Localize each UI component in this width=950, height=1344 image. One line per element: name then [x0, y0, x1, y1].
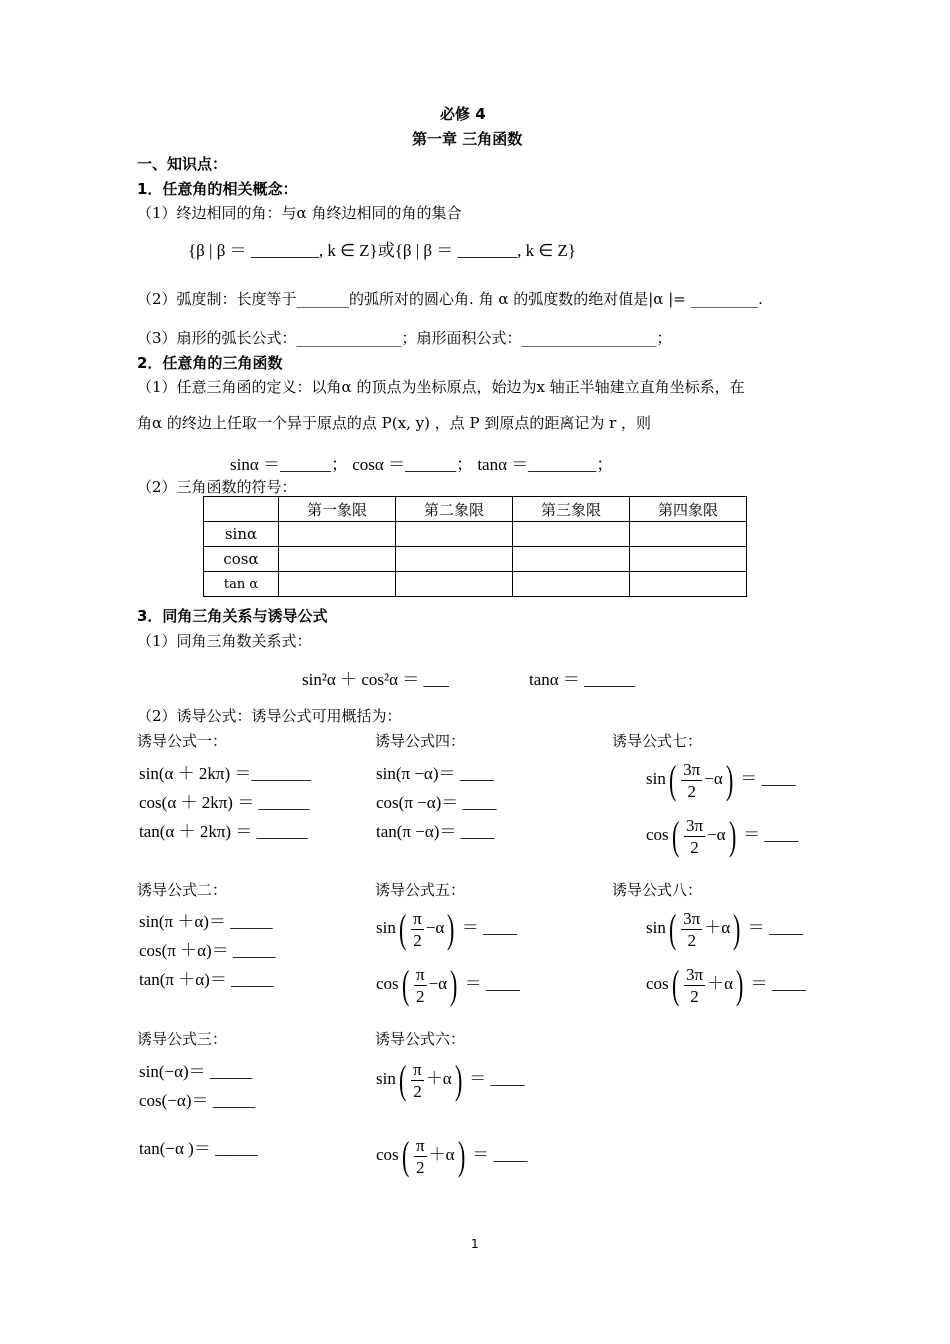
table-header-row	[204, 497, 747, 522]
g5-cos-blank: ＝ ____	[464, 973, 520, 993]
g7-sin-blank: ＝ ____	[740, 768, 796, 788]
table-cell	[513, 522, 630, 547]
table-row	[204, 522, 747, 547]
g8-sin-num: 3π	[683, 908, 701, 928]
g4-sin: sin(π −α)＝ ____	[376, 764, 494, 783]
g5-cos: cos	[376, 973, 399, 993]
s1-item1: （1）终边相同的角：与α 角终边相同的角的集合	[137, 204, 462, 222]
group7-title: 诱导公式七：	[612, 732, 703, 750]
g7-cos-blank: ＝ ____	[743, 824, 799, 844]
g6-cos-num: π	[416, 1135, 425, 1155]
table-cell	[396, 547, 513, 572]
s3-heading: 3．同角三角关系与诱导公式	[137, 607, 328, 625]
g5-cos-den: 2	[416, 986, 425, 1006]
g8-cos-den: 2	[690, 986, 699, 1006]
table-cell	[513, 547, 630, 572]
g4-cos: cos(π −α)＝ ____	[376, 793, 497, 812]
chapter-title: 第一章 三角函数	[412, 130, 523, 148]
g6-cos-den: 2	[416, 1157, 425, 1177]
table-cell	[279, 547, 396, 572]
g5-cos-formula: cos( $\frac{\pi}{2}$ −α) ＝ ____	[376, 962, 520, 1007]
g1-tan: tan(α ＋ 2kπ) ＝ ______	[139, 822, 308, 841]
group3-title: 诱导公式三：	[137, 1030, 228, 1048]
g5-cos-op: −α	[428, 973, 448, 993]
g6-cos: cos	[376, 1144, 399, 1164]
g8-sin-op: ＋α	[704, 917, 731, 937]
g6-sin-formula: sin( $\frac{\pi}{2}$ ＋α) ＝ ____	[376, 1057, 525, 1102]
group5-title: 诱导公式五：	[375, 881, 466, 899]
table-cell	[279, 572, 396, 597]
g8-sin: sin	[646, 917, 666, 937]
table-cell	[630, 572, 747, 597]
table-cell	[630, 547, 747, 572]
g6-cos-blank: ＝ ____	[472, 1144, 528, 1164]
s2-item1-line2: 角α 的终边上任取一个异于原点的点 P(x, y) ，点 P 到原点的距离记为 r ，则	[137, 414, 652, 432]
g5-sin-formula: sin( $\frac{\pi}{2}$ −α) ＝ ____	[376, 906, 518, 951]
row-label-sin: sinα	[204, 522, 279, 547]
identity-pythagorean: sin²α ＋ cos²α ＝ ___	[302, 670, 450, 689]
s2-heading: 2．任意角的三角函数	[137, 354, 283, 372]
table-cell	[513, 572, 630, 597]
g2-cos: cos(π ＋α)＝ _____	[139, 941, 276, 960]
g1-sin: sin(α ＋ 2kπ) ＝_______	[139, 764, 311, 783]
set-formula: {β | β ＝ ________, k ∈ Z}或{β | β ＝ _______, k ∈ Z}	[188, 241, 576, 260]
table-header-cell: 第二象限	[396, 497, 513, 522]
table-header-cell: 第一象限	[279, 497, 396, 522]
g3-cos: cos(−α)＝ _____	[139, 1091, 256, 1110]
g7-cos-op: −α	[707, 824, 726, 844]
g3-sin: sin(−α)＝ _____	[139, 1062, 253, 1081]
g5-sin-den: 2	[413, 930, 422, 950]
g8-cos-num: 3π	[686, 964, 704, 984]
s1-item3: （3）扇形的弧长公式：______________；扇形面积公式：__________________；	[137, 329, 672, 347]
table-cell	[396, 522, 513, 547]
g6-sin-num: π	[413, 1059, 422, 1079]
g5-sin: sin	[376, 917, 396, 937]
g7-sin-op: −α	[704, 768, 723, 788]
group4-title: 诱导公式四：	[375, 732, 466, 750]
g5-sin-op: −α	[425, 917, 445, 937]
s3-item1: （1）同角三角数关系式：	[137, 632, 312, 650]
g8-cos-op: ＋α	[707, 973, 734, 993]
g7-sin-num: 3π	[683, 759, 701, 779]
g8-sin-den: 2	[687, 930, 696, 950]
trig-definitions: sinα ＝______； cosα ＝______； tanα ＝________；	[230, 455, 614, 474]
group2-title: 诱导公式二：	[137, 881, 228, 899]
table-row	[204, 547, 747, 572]
g2-sin: sin(π ＋α)＝ _____	[139, 912, 273, 931]
table-header-cell: 第四象限	[630, 497, 747, 522]
table-header-cell: 第三象限	[513, 497, 630, 522]
g7-sin-den: 2	[687, 781, 696, 801]
g7-cos-den: 2	[690, 837, 699, 857]
g8-cos-blank: ＝ ____	[750, 973, 806, 993]
g6-cos-op: ＋α	[428, 1144, 455, 1164]
g6-cos-formula: cos( $\frac{\pi}{2}$ ＋α) ＝ ____	[376, 1133, 528, 1178]
row-label-cos: cosα	[204, 547, 279, 572]
g8-sin-formula: sin( $\frac{3\pi}{2}$ ＋α) ＝ ____	[646, 906, 804, 951]
g5-sin-blank: ＝ ____	[461, 917, 518, 937]
g8-cos: cos	[646, 973, 669, 993]
g7-cos-formula: cos( $\frac{3\pi}{2}$ −α) ＝ ____	[646, 813, 799, 858]
doc-title: 必修 4	[440, 105, 486, 123]
table-row	[204, 572, 747, 597]
row-label-tan: tan α	[204, 572, 279, 597]
g7-cos-num: 3π	[686, 815, 704, 835]
g6-sin-den: 2	[413, 1081, 422, 1101]
identity-tan: tanα ＝ ______	[529, 670, 636, 689]
s1-item2: （2）弧度制：长度等于_______的弧所对的圆心角. 角 α 的弧度数的绝对值是|α |= _________.	[137, 290, 763, 308]
g6-sin-blank: ＝ ____	[469, 1068, 525, 1088]
g2-tan: tan(π ＋α)＝ _____	[139, 970, 274, 989]
s3-item2: （2）诱导公式：诱导公式可用概括为：	[137, 707, 402, 725]
table-header-cell	[204, 497, 279, 522]
g7-sin-formula: sin( $\frac{3\pi}{2}$ −α) ＝ ____	[646, 757, 796, 802]
table-cell	[279, 522, 396, 547]
g3-tan: tan(−α )＝ _____	[139, 1139, 258, 1158]
s2-item2: （2）三角函数的符号：	[137, 478, 297, 496]
group6-title: 诱导公式六：	[375, 1030, 466, 1048]
table-cell	[630, 522, 747, 547]
group8-title: 诱导公式八：	[612, 881, 703, 899]
sign-table	[203, 496, 747, 597]
table-cell	[396, 572, 513, 597]
g6-sin-op: ＋α	[425, 1068, 452, 1088]
section-knowledge: 一、知识点：	[137, 155, 228, 173]
group1-title: 诱导公式一：	[137, 732, 228, 750]
g4-tan: tan(π −α)＝ ____	[376, 822, 495, 841]
g8-cos-formula: cos( $\frac{3\pi}{2}$ ＋α) ＝ ____	[646, 962, 806, 1007]
g7-sin: sin	[646, 768, 666, 788]
g6-sin: sin	[376, 1068, 396, 1088]
g7-cos: cos	[646, 824, 669, 844]
s1-heading: 1．任意角的相关概念：	[137, 180, 298, 198]
s2-item1-line1: （1）任意三角函的定义：以角α 的顶点为坐标原点，始边为x 轴正半轴建立直角坐标系，在	[137, 378, 745, 396]
g5-sin-num: π	[413, 908, 422, 928]
g1-cos: cos(α ＋ 2kπ) ＝ ______	[139, 793, 310, 812]
g8-sin-blank: ＝ ____	[747, 917, 804, 937]
g5-cos-num: π	[416, 964, 425, 984]
page-number: 1	[471, 1237, 479, 1251]
